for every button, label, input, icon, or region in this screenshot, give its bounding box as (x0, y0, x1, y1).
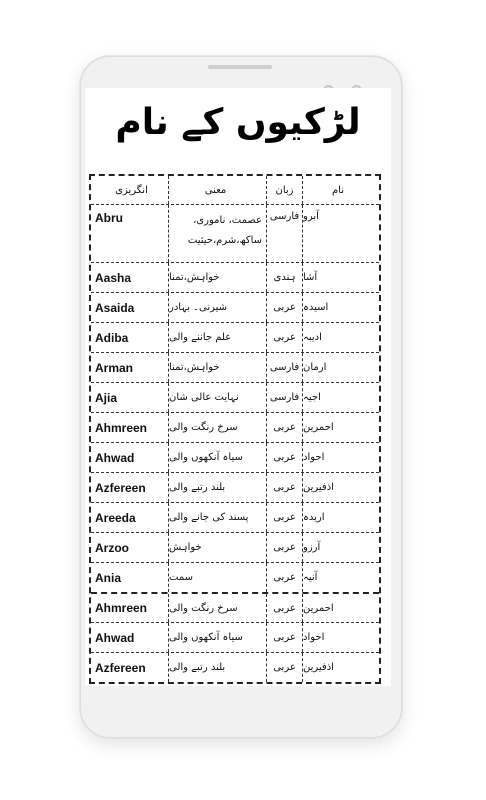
table-row (91, 322, 379, 352)
meaning: خواہش،تمنا (169, 263, 267, 292)
meaning: خواہش،تمنا (169, 353, 267, 382)
language: عربی (267, 653, 303, 682)
meaning: سمت (169, 563, 267, 592)
urdu-name: ارمان (303, 362, 327, 373)
meaning: بلند رتبے والی (169, 473, 267, 502)
names-table (89, 174, 381, 684)
urdu-name: احمرین (303, 602, 334, 614)
language: عربی (267, 323, 303, 352)
meaning: بلند رتبے والی (169, 653, 267, 682)
table-row (91, 442, 379, 472)
english-name: Asaida (91, 293, 169, 322)
table-row (91, 292, 379, 322)
english-name: Ajia (91, 383, 169, 412)
table-row (91, 204, 379, 262)
meaning: سرخ رنگت والی (169, 413, 267, 442)
table-row (91, 532, 379, 562)
urdu-name: احواد (303, 632, 325, 643)
language: عربی (267, 473, 303, 502)
urdu-name: اذفیرین (303, 482, 334, 493)
language: عربی (267, 563, 303, 592)
language: عربی (267, 413, 303, 442)
header-language: زبان (267, 176, 303, 204)
english-name: Adiba (91, 323, 169, 352)
meaning: شیرنی۔ بہادر (169, 293, 267, 322)
english-name: Azfereen (91, 473, 169, 502)
urdu-name: اذفیرین (303, 662, 334, 673)
page-title: لڑکیوں کے نام (115, 102, 361, 143)
meaning: نہایت عالی شان (169, 383, 267, 412)
header-meaning: معنی (169, 176, 267, 204)
language: ہندی (267, 263, 303, 292)
language: عربی (267, 594, 303, 622)
language: فارسی (267, 383, 303, 412)
table-row (91, 562, 379, 592)
language: فارسی (267, 353, 303, 382)
meaning: علم جاننے والی (169, 323, 267, 352)
meaning: سرخ رنگت والی (169, 594, 267, 622)
urdu-name: آنیہ (303, 572, 318, 583)
english-name: Aasha (91, 263, 169, 292)
table-header (91, 176, 379, 204)
urdu-name: آرزو (303, 542, 321, 553)
meaning: سیاہ آنکھوں والی (169, 443, 267, 472)
table-row (91, 262, 379, 292)
language: عربی (267, 533, 303, 562)
english-name: Ahmreen (91, 413, 169, 442)
table-row (91, 652, 379, 682)
urdu-name: احواد (303, 452, 325, 463)
urdu-name: آشا (303, 272, 318, 283)
english-name: Ahmreen (91, 594, 169, 622)
urdu-name: آبرو (303, 211, 319, 222)
table-row (91, 622, 379, 652)
english-name: Arman (91, 353, 169, 382)
speaker-grille (208, 65, 272, 69)
urdu-name: احمرین (303, 422, 334, 433)
meaning: سیاہ آنکھوں والی (169, 623, 267, 652)
language: عربی (267, 293, 303, 322)
meaning: پسند کی جانے والی (169, 503, 267, 532)
urdu-name: ادیبہ (303, 332, 322, 343)
table-row (91, 592, 379, 622)
english-name: Abru (91, 205, 169, 262)
language: عربی (267, 623, 303, 652)
meaning: عصمت، ناموری، ساکھ،شرم،حیثیت (169, 205, 267, 262)
language: عربی (267, 443, 303, 472)
urdu-name: اریدہ (303, 512, 325, 523)
table-row (91, 352, 379, 382)
meaning: خواہش (169, 533, 267, 562)
english-name: Ahwad (91, 443, 169, 472)
urdu-name: اجیہ (303, 392, 321, 403)
header-name: نام (331, 184, 345, 196)
language: فارسی (267, 205, 303, 262)
table-row (91, 502, 379, 532)
english-name: Areeda (91, 503, 169, 532)
table-row (91, 472, 379, 502)
english-name: Ania (91, 563, 169, 592)
english-name: Azfereen (91, 653, 169, 682)
table-row (91, 412, 379, 442)
screen (85, 88, 391, 686)
english-name: Arzoo (91, 533, 169, 562)
english-name: Ahwad (91, 623, 169, 652)
table-row (91, 382, 379, 412)
header-english: انگریزی (91, 176, 169, 204)
language: عربی (267, 503, 303, 532)
urdu-name: اسیدہ (303, 302, 329, 313)
